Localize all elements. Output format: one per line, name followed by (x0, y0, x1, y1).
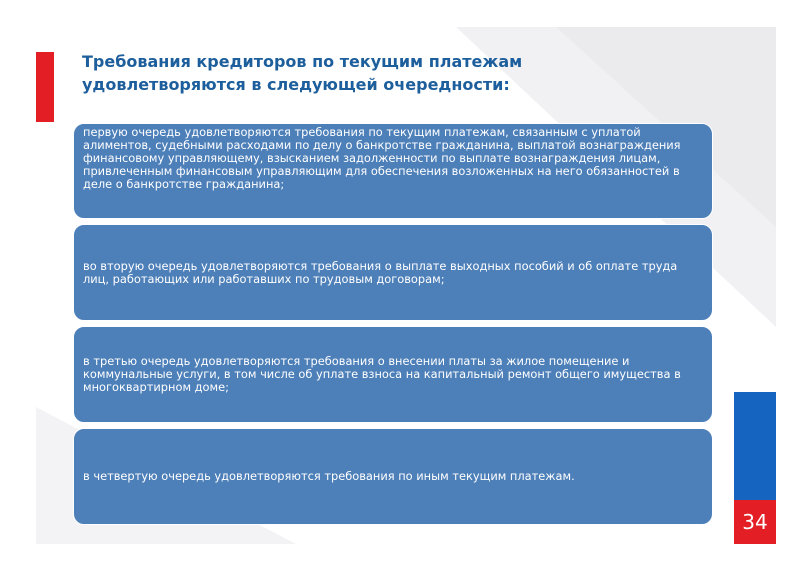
priority-block-1 (73, 123, 713, 219)
slide-title-line-2: удовлетворяются в следующей очередности: (82, 75, 510, 94)
priority-block-2 (73, 224, 713, 321)
red-accent-bar (36, 52, 54, 122)
priority-block-3 (73, 326, 713, 423)
priority-block-3-text: в третью очередь удовлетворяются требования о внесении платы за жилое помещение и коммунальные услуги, в том числе об уплате взноса на капитальный ремонт общего имущества в многоквартирном доме; (83, 354, 681, 394)
priority-block-1-text: первую очередь удовлетворяются требования по текущим платежам, связанным с уплатой алиментов, судебными расходами по делу о банкротстве гражданина, выплатой вознаграждения финансовому управляющему, взысканием задолженности по выплате вознаграждения лицам, привлеченным финансовым управляющим для обеспечения возложенных на него обязанностей в деле о банкротстве гражданина; (83, 125, 681, 191)
page-number: 34 (742, 510, 768, 534)
page-number-badge (734, 500, 776, 544)
priority-block-4-text: в четвертую очередь удовлетворяются требования по иным текущим платежам. (83, 469, 575, 483)
priority-block-4 (73, 428, 713, 525)
priority-block-2-text: во вторую очередь удовлетворяются требования о выплате выходных пособий и об оплате труда лиц, работающих или работавших по трудовым договорам; (83, 258, 678, 286)
slide-title-line-1: Требования кредиторов по текущим платежам (82, 52, 523, 71)
flag-blue-stripe (734, 392, 776, 500)
slide (36, 27, 776, 544)
priority-list (73, 123, 713, 530)
slide-title (82, 50, 722, 96)
